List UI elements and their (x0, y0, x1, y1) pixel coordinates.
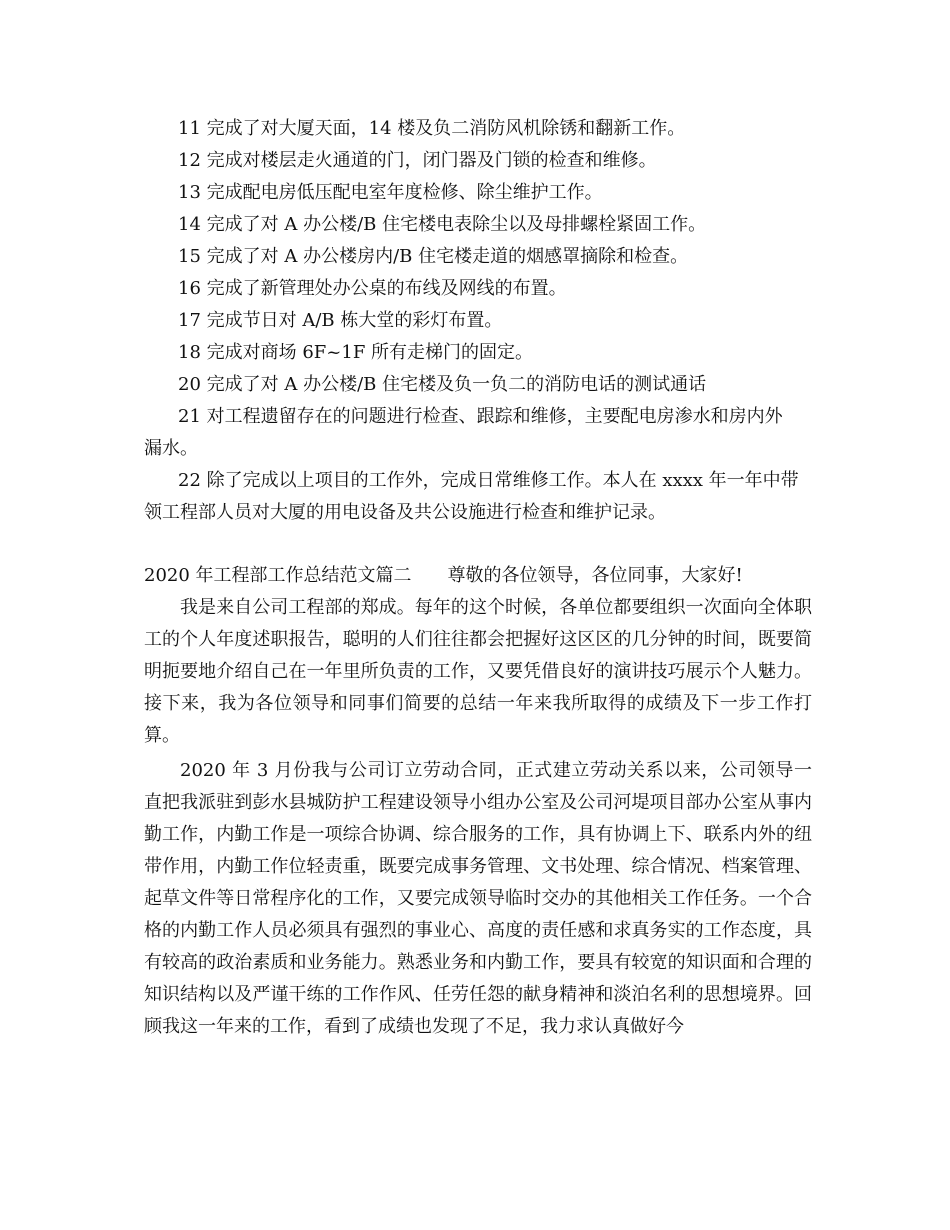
section-title: 2020 年工程部工作总结范文篇二 (144, 565, 412, 586)
list-item: 11 完成了对大厦天面，14 楼及负二消防风机除锈和翻新工作。 (178, 118, 686, 139)
list-item: 13 完成配电房低压配电室年度检修、除尘维护工作。 (178, 182, 603, 203)
body-text (144, 592, 812, 1043)
list-item: 15 完成了对 A 办公楼房内/B 住宅楼走道的烟感罩摘除和检查。 (178, 246, 689, 267)
paragraph-intro: 我是来自公司工程部的郑成。每年的这个时候，各单位都要组织一次面向全体职工的个人年度述职报告，聪明的人们往往都会把握好这区区的几分钟的时间，既要简明扼要地介绍自己在一年里所负责的工作，又要凭借良好的演讲技巧展示个人魅力。接下来，我为各位领导和同事们简要的总结一年来我所取得的成绩及下一步工作打算。 (144, 597, 812, 746)
greeting: 尊敬的各位领导，各位同事，大家好! (447, 565, 743, 586)
list-item-22-line1: 22 除了完成以上项目的工作外，完成日常维修工作。本人在 xxxx 年一年中带 (178, 470, 799, 491)
list-item: 12 完成对楼层走火通道的门，闭门器及门锁的检查和维修。 (178, 150, 657, 171)
list-item-22-line2: 领工程部人员对大厦的用电设备及共公设施进行检查和维护记录。 (144, 502, 666, 523)
list-item: 18 完成对商场 6F~1F 所有走梯门的固定。 (178, 342, 534, 363)
section-heading (144, 560, 814, 592)
list-item: 20 完成了对 A 办公楼/B 住宅楼及负一负二的消防电话的测试通话 (178, 374, 707, 395)
list-item-21-line1: 21 对工程遗留存在的问题进行检查、跟踪和维修，主要配电房渗水和房内外 (178, 406, 783, 427)
list-item-21-line2: 漏水。 (144, 438, 198, 459)
work-item-list (144, 113, 814, 529)
paragraph-work: 2020 年 3 月份我与公司订立劳动合同，正式建立劳动关系以来，公司领导一直把我派驻到彭水县城防护工程建设领导小组办公室及公司河堤项目部办公室从事内勤工作，内勤工作是一项综合协调、综合服务的工作，具有协调上下、联系内外的纽带作用，内勤工作位轻责重，既要完成事务管理、文书处理、综合情况、档案管理、起草文件等日常程序化的工作，又要完成领导临时交办的其他相关工作任务。一个合格的内勤工作人员必须具有强烈的事业心、高度的责任感和求真务实的工作态度，具有较高的政治素质和业务能力。熟悉业务和内勤工作，要具有较宽的知识面和合理的知识结构以及严谨干练的工作作风、任劳任怨的献身精神和淡泊名利的思想境界。回顾我这一年来的工作，看到了成绩也发现了不足，我力求认真做好今 (144, 760, 812, 1037)
list-item: 17 完成节日对 A/B 栋大堂的彩灯布置。 (178, 310, 503, 331)
list-item: 14 完成了对 A 办公楼/B 住宅楼电表除尘以及母排螺栓紧固工作。 (178, 214, 707, 235)
list-item: 16 完成了新管理处办公桌的布线及网线的布置。 (178, 278, 567, 299)
